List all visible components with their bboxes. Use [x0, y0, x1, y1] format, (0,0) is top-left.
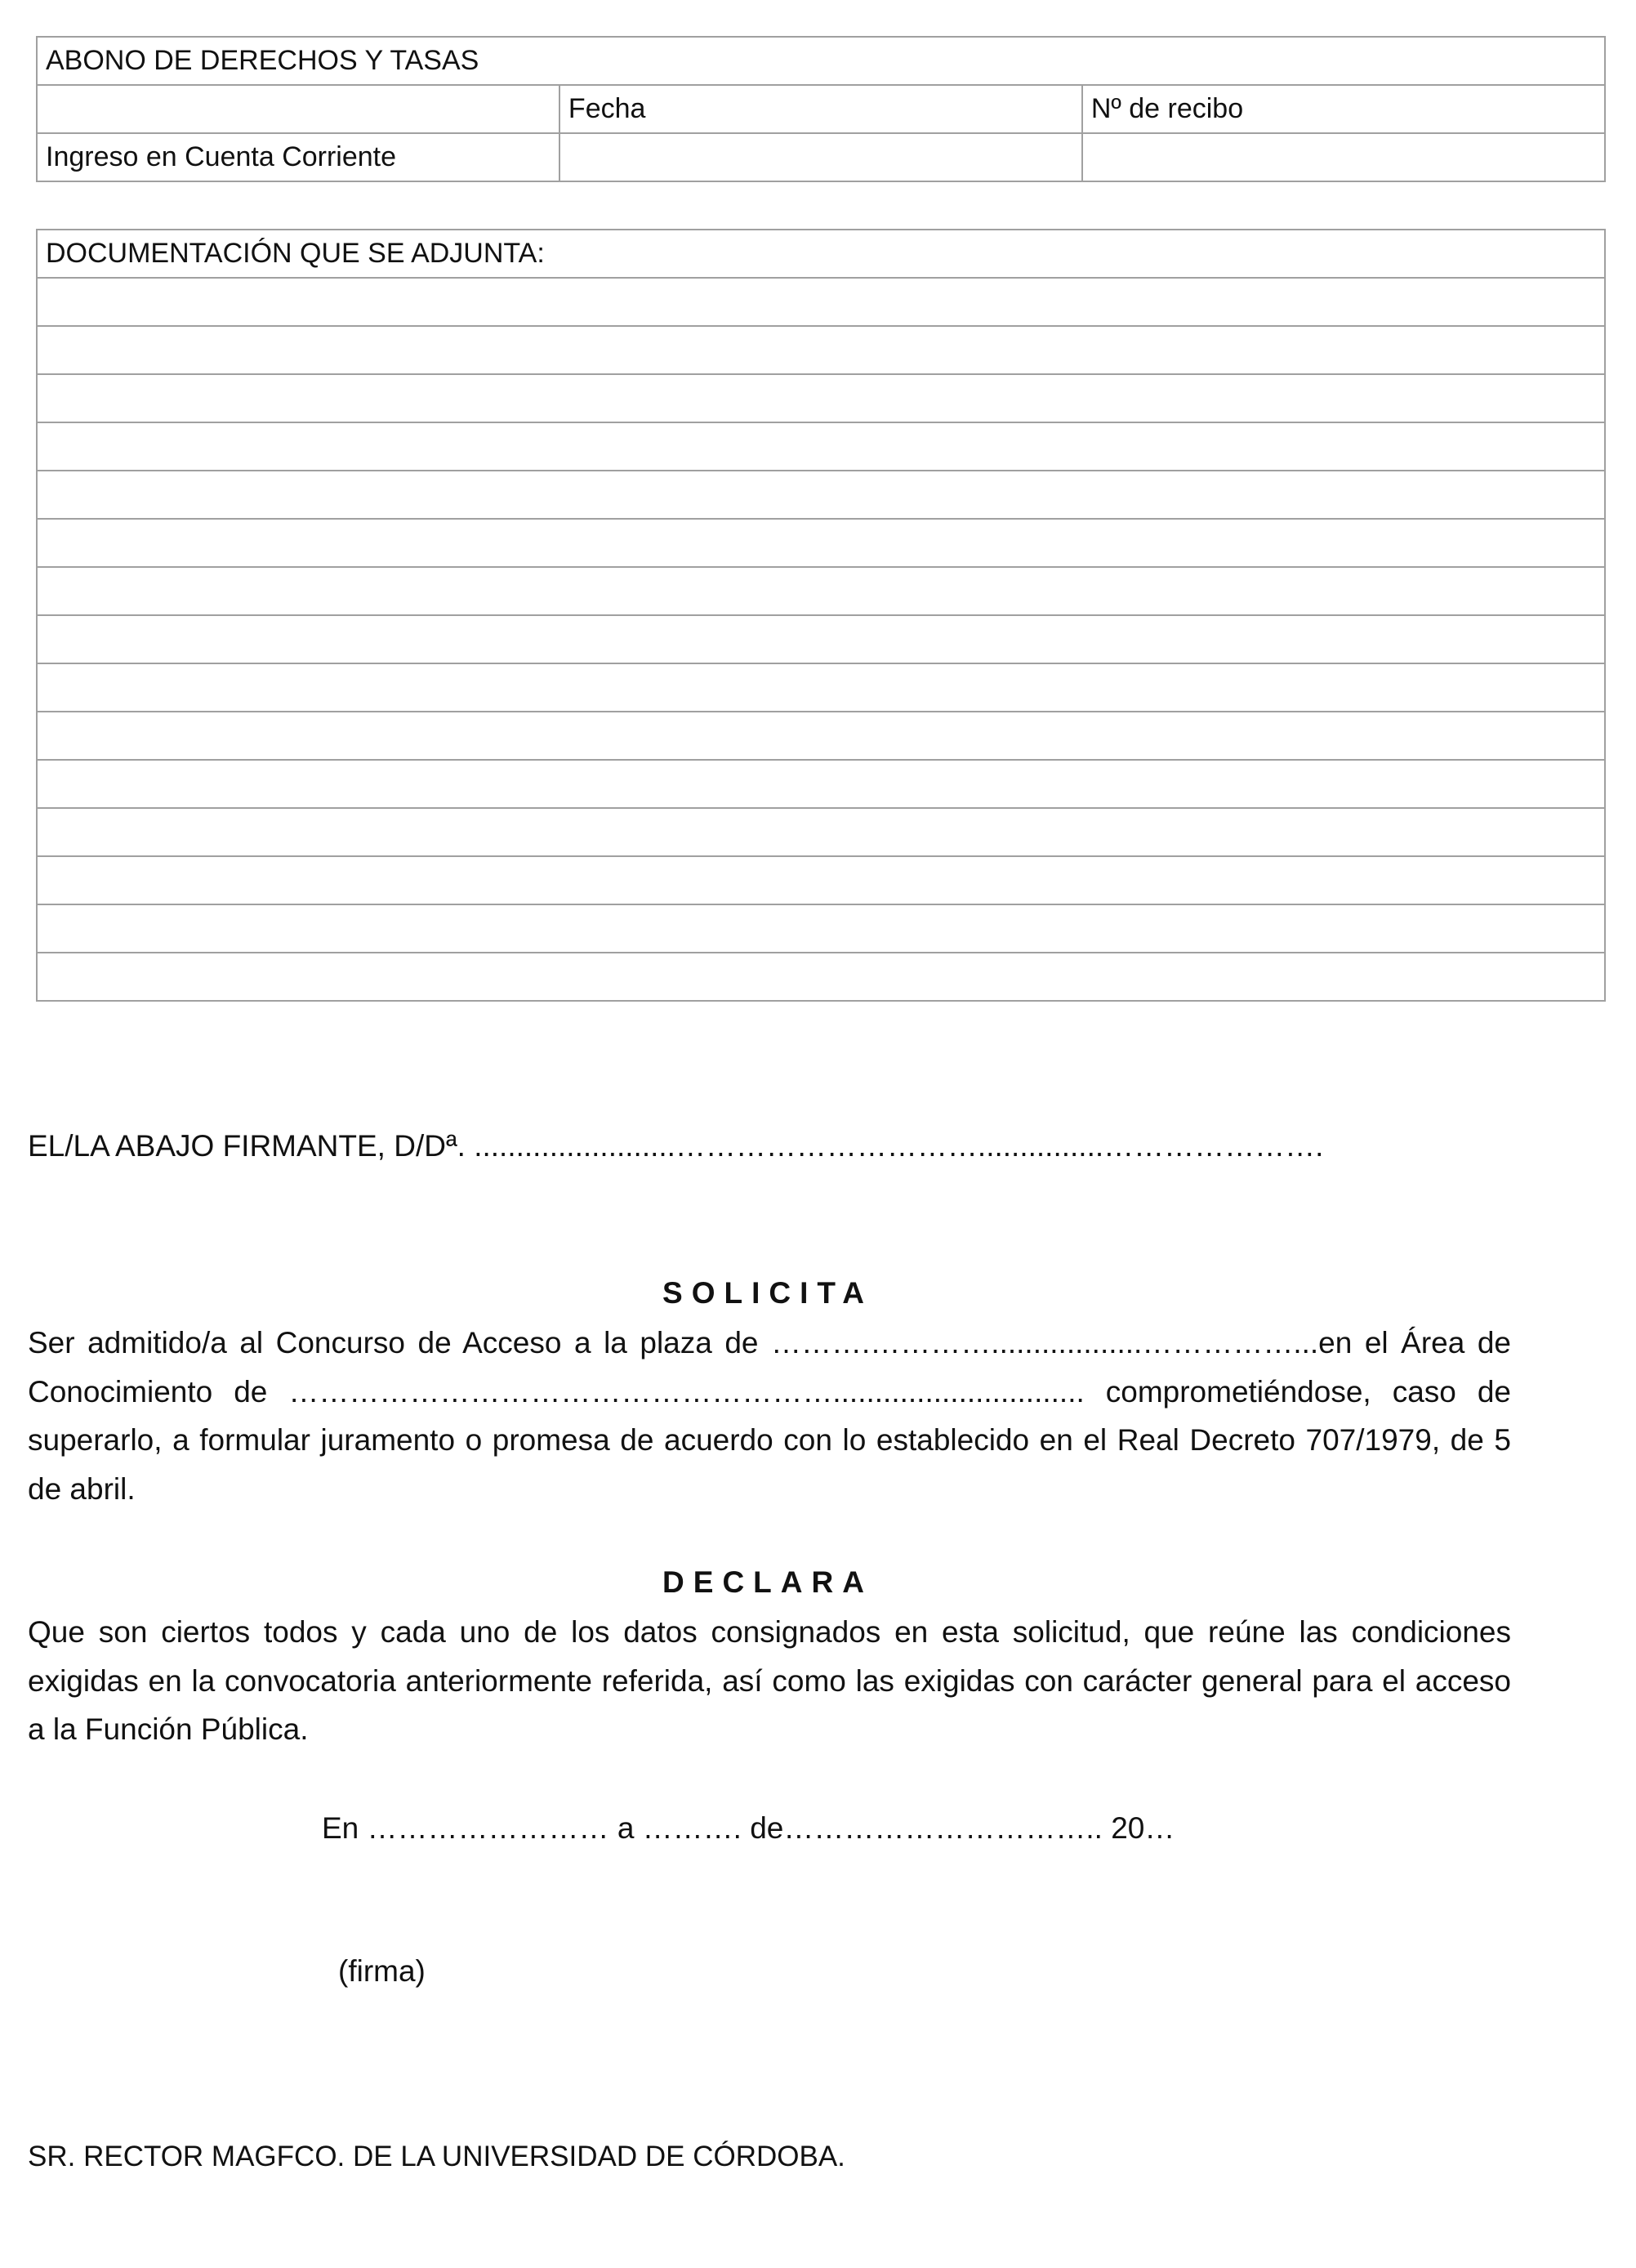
fee-date-header: Fecha	[559, 85, 1082, 133]
declara-heading: DECLARA	[662, 1565, 873, 1599]
fee-payment-table	[36, 36, 1606, 182]
fee-date-field[interactable]	[559, 133, 1082, 181]
fee-bank-deposit-label: Ingreso en Cuenta Corriente	[37, 133, 559, 181]
document-row[interactable]	[37, 519, 1605, 567]
document-row[interactable]	[37, 808, 1605, 856]
place-date-line: En …………………… a ………. de………………………….. 20…	[322, 1811, 1175, 1845]
solicita-paragraph: Ser admitido/a al Concurso de Acceso a la plaza de ……….…………..................……………...en el Área de Conocimiento de ……………………………………………….............................. comprometiéndose, caso de superarlo, a formular juramento o promesa de acuerdo con lo establecido en el Real Decreto 707/1979, de 5 de abril.	[28, 1326, 1511, 1506]
addressee: SR. RECTOR MAGFCO. DE LA UNIVERSIDAD DE CÓRDOBA.	[28, 2141, 845, 2172]
fee-receipt-field[interactable]	[1082, 133, 1605, 181]
fee-header-empty-cell	[37, 85, 559, 133]
document-row[interactable]	[37, 326, 1605, 374]
document-row[interactable]	[37, 856, 1605, 904]
attached-documents-table	[36, 229, 1606, 1002]
document-row[interactable]	[37, 471, 1605, 519]
document-row[interactable]	[37, 904, 1605, 953]
document-row[interactable]	[37, 374, 1605, 422]
document-row[interactable]	[37, 760, 1605, 808]
fee-receipt-header: Nº de recibo	[1082, 85, 1605, 133]
declara-paragraph: Que son ciertos todos y cada uno de los datos consignados en esta solicitud, que reúne las condiciones exigidas en la convocatoria anteriormente referida, así como las exigidas con carácter general para el acceso a la Función Pública.	[28, 1615, 1511, 1746]
attached-documents-title: DOCUMENTACIÓN QUE SE ADJUNTA:	[37, 230, 1605, 278]
fee-payment-title: ABONO DE DERECHOS Y TASAS	[37, 37, 1605, 85]
document-row[interactable]	[37, 663, 1605, 712]
solicita-heading: SOLICITA	[662, 1276, 873, 1310]
signature-label: (firma)	[338, 1954, 426, 1988]
signer-name-line: EL/LA ABAJO FIRMANTE, D/Dª. ........................…………………………...............………………….	[28, 1129, 1324, 1163]
document-row[interactable]	[37, 422, 1605, 471]
document-row[interactable]	[37, 615, 1605, 663]
document-row[interactable]	[37, 567, 1605, 615]
document-row[interactable]	[37, 953, 1605, 1001]
document-row[interactable]	[37, 278, 1605, 326]
document-row[interactable]	[37, 712, 1605, 760]
